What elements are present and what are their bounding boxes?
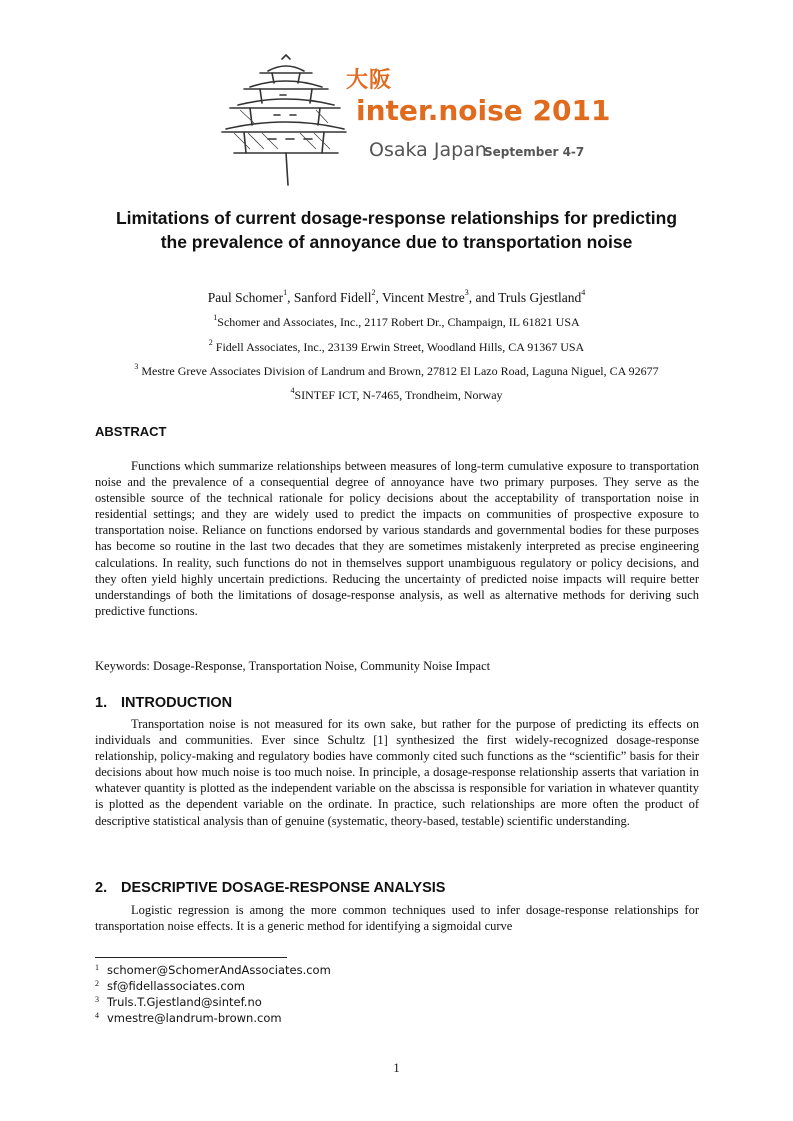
introduction-body	[95, 716, 699, 829]
affiliation-sup: 4	[290, 386, 295, 395]
affiliation-text: SINTEF ICT, N-7465, Trondheim, Norway	[294, 388, 503, 402]
logo-title: inter.noise 2011	[356, 94, 611, 127]
footnote-2	[95, 979, 245, 993]
keywords: Keywords: Dosage-Response, Transportation Noise, Community Noise Impact	[95, 659, 491, 673]
footnote-email: sf@fidellassociates.com	[107, 979, 245, 993]
descriptive-analysis-text: Logistic regression is among the more common techniques used to infer dosage-response relationships for transportation noise effects. It is a generic method for identifying a sigmoidal curve	[95, 903, 699, 934]
author-sup: 2	[371, 288, 376, 297]
affiliation-sup: 1	[213, 313, 218, 322]
affiliation-1	[60, 315, 733, 330]
affiliation-text: Mestre Greve Associates Division of Landrum and Brown, 27812 El Lazo Road, Laguna Niguel, CA 92677	[141, 364, 659, 378]
author-name: Paul Schomer	[207, 290, 284, 305]
footnote-divider	[95, 957, 287, 958]
footnote-number: 4	[95, 1011, 99, 1020]
page-number: 1	[393, 1061, 400, 1075]
abstract-text: Functions which summarize relationships between measures of long-term cumulative exposure to transportation noise and the prevalence of a consequential degree of annoyance have two primary purposes. They serve as the ostensible source of the technical rationale for policy decisions about the acceptability of transportation noise in residential settings; and they are widely used to predict the impacts on communities of prospective exposure to transportation noise. Reliance on functions endorsed by various standards and governmental bodies for these purposes has become so routine in the last two decades that they are sometimes mistakenly interpreted as precise engineering calculations. In reality, such functions do not in themselves support unambiguous regulatory or policy decisions, and they often yield highly uncertain predictions. Reducing the uncertainty of predicted noise impacts will require better understandings of both the limitations of dosage-response analysis, as well as alternative methods for deriving such predictive functions.	[95, 459, 699, 618]
footnote-email: vmestre@landrum-brown.com	[107, 1011, 282, 1025]
author-name: Vincent Mestre	[381, 290, 465, 305]
section-title: DESCRIPTIVE DOSAGE-RESPONSE ANALYSIS	[121, 880, 446, 896]
footnote-1	[95, 963, 331, 977]
author-sup: 1	[283, 288, 288, 297]
author-name: and Truls Gjestland	[475, 290, 582, 305]
logo-dates: September 4-7	[484, 145, 585, 159]
affiliation-sup: 3	[134, 362, 139, 371]
footnote-4	[95, 1011, 282, 1025]
affiliation-4	[60, 388, 733, 403]
osaka-castle-icon	[220, 53, 350, 188]
footnote-email: schomer@SchomerAndAssociates.com	[107, 963, 331, 977]
author-list: Paul Schomer$^1$, Sanford Fidell$^2$, Vincent Mestre$^3$, and Truls Gjestland$^4$	[207, 288, 586, 305]
paper-title-line-1: Limitations of current dosage-response relationships for predicting	[115, 208, 678, 228]
descriptive-analysis-body	[95, 902, 699, 934]
abstract-heading: ABSTRACT	[95, 424, 167, 439]
introduction-text: Transportation noise is not measured for its own sake, but rather for the purpose of predicting its effects on individuals and communities. Ever since Schultz [1] synthesized the first widely-recognized dosage-response relationship, policy-making and regulatory bodies have commonly cited such functions as the “scientific” basis for their decisions about how much noise is too much noise. In principle, a dosage-response relationship asserts that variation in whatever quantity is plotted as the independent variable on the abscissa is responsible for variation in whatever quantity is plotted as the dependent variable on the ordinate. In practice, such relationships are more often the product of descriptive statistical analysis than of genuine (systematic, theory-based, testable) scientific understanding.	[95, 717, 699, 828]
section-number: 1.	[95, 695, 108, 711]
section-title: INTRODUCTION	[121, 695, 233, 711]
footnote-3	[95, 995, 262, 1009]
author-sup: 4	[581, 288, 586, 297]
affiliation-sup: 2	[208, 338, 213, 347]
paper-title-line-2: the prevalence of annoyance due to transportation noise	[160, 232, 633, 252]
footnote-number: 1	[95, 963, 99, 972]
author-name: Sanford Fidell	[293, 290, 372, 305]
section-heading-descriptive-analysis	[95, 880, 445, 896]
affiliation-3	[60, 364, 733, 379]
logo-location: Osaka Japan	[369, 139, 487, 161]
section-number: 2.	[95, 880, 108, 896]
logo-kanji: 大阪	[346, 68, 393, 93]
footnote-email: Truls.T.Gjestland@sintef.no	[107, 995, 262, 1009]
affiliation-text: Schomer and Associates, Inc., 2117 Robert Dr., Champaign, IL 61821 USA	[217, 315, 580, 329]
affiliation-2	[60, 340, 733, 355]
footnote-number: 2	[95, 979, 99, 988]
section-heading-introduction	[95, 695, 232, 711]
author-sup: 3	[464, 288, 469, 297]
paper-title	[60, 206, 733, 254]
abstract-body	[95, 458, 699, 619]
footnote-number: 3	[95, 995, 99, 1004]
affiliation-text: Fidell Associates, Inc., 23139 Erwin Street, Woodland Hills, CA 91367 USA	[215, 340, 585, 354]
